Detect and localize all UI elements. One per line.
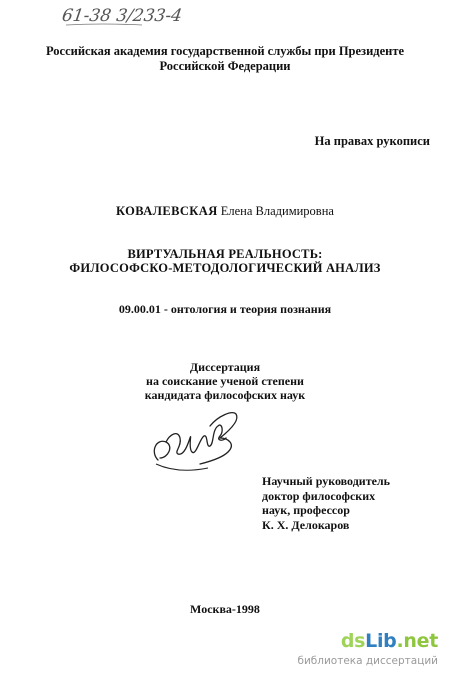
institution-line-2: Российской Федерации bbox=[159, 59, 291, 73]
supervisor-line-3: наук, профессор bbox=[262, 503, 350, 517]
logo-lib: Lib bbox=[365, 630, 397, 652]
signature-scribble bbox=[148, 408, 243, 483]
degree-line-2: на соискание ученой степени bbox=[146, 374, 304, 388]
author-name bbox=[0, 204, 450, 219]
title-line-1: ВИРТУАЛЬНАЯ РЕАЛЬНОСТЬ: bbox=[127, 247, 323, 261]
scientific-supervisor bbox=[262, 474, 432, 532]
institution-name bbox=[40, 44, 410, 74]
supervisor-line-1: Научный руководитель bbox=[262, 474, 390, 488]
title-line-2: ФИЛОСОФСКО-МЕТОДОЛОГИЧЕСКИЙ АНАЛИЗ bbox=[69, 261, 381, 275]
logo-net: .net bbox=[396, 630, 438, 652]
manuscript-rights-note: На правах рукописи bbox=[314, 134, 430, 148]
handwritten-note-image bbox=[62, 2, 252, 28]
author-given-names: Елена Владимировна bbox=[220, 204, 334, 218]
logo-ds: ds bbox=[340, 630, 366, 652]
supervisor-line-2: доктор философских bbox=[262, 488, 376, 503]
dissertation-degree-info bbox=[100, 360, 350, 402]
dissertation-title bbox=[20, 247, 430, 275]
author-signature bbox=[148, 408, 243, 483]
watermark-subtitle: библиотека диссертаций bbox=[297, 655, 438, 667]
degree-line-3: кандидата философских наук bbox=[144, 388, 306, 402]
author-surname: КОВАЛЕВСКАЯ bbox=[116, 204, 218, 218]
institution-line-1: Российская академия государственной службы при Президенте bbox=[45, 44, 405, 58]
degree-line-1: Диссертация bbox=[189, 360, 261, 374]
specialty-code: 09.00.01 - онтология и теория познания bbox=[118, 302, 332, 316]
handwritten-catalog-note bbox=[62, 2, 252, 28]
dslib-watermark bbox=[272, 630, 444, 672]
supervisor-line-4: К. Х. Делокаров bbox=[262, 517, 350, 532]
handwritten-note-text: 61-38 3/233-4 bbox=[62, 6, 184, 26]
city-year: Москва-1998 bbox=[190, 602, 260, 616]
dslib-logo bbox=[341, 630, 438, 652]
